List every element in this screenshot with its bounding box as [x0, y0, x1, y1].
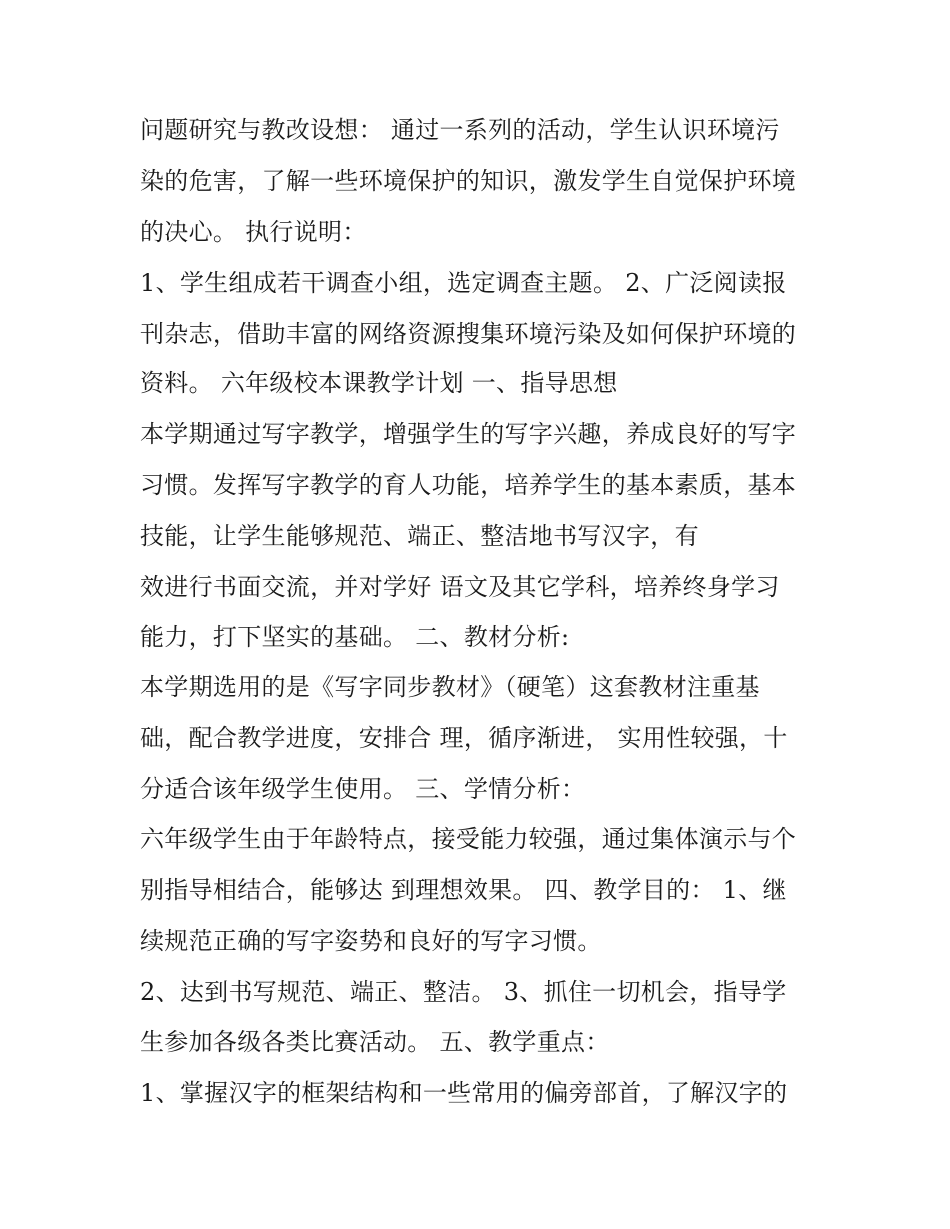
text-line: 分适合该年级学生使用。 三、学情分析：	[140, 775, 586, 803]
text-line: 习惯。发挥写字教学的育人功能，培养学生的基本素质，基本	[140, 471, 797, 499]
text-line: 1、学生组成若干调查小组，选定调查主题。 2、广泛阅读报	[140, 269, 787, 297]
text-line: 础，配合教学进度，安排合 理，循序渐进， 实用性较强，十	[140, 724, 788, 752]
text-line: 效进行书面交流，并对学好 语文及其它学科，培养终身学习	[140, 573, 780, 601]
text-line: 2、达到书写规范、端正、整洁。 3、抓住一切机会，指导学	[140, 978, 787, 1006]
text-line: 资料。 六年级校本课教学计划 一、指导思想	[140, 369, 618, 397]
text-line: 本学期通过写字教学，增强学生的写字兴趣，养成良好的写字	[140, 420, 797, 448]
text-line: 问题研究与教改设想： 通过一系列的活动，学生认识环境污	[140, 116, 780, 144]
text-line: 六年级学生由于年龄特点，接受能力较强，通过集体演示与个	[140, 825, 797, 853]
text-line: 续规范正确的写字姿势和良好的写字习惯。	[140, 927, 602, 955]
text-line: 本学期选用的是《写字同步教材》（硬笔）这套教材注重基	[140, 673, 760, 701]
text-line: 刊杂志，借助丰富的网络资源搜集环境污染及如何保护环境的	[140, 320, 797, 348]
text-line: 生参加各级各类比赛活动。 五、教学重点：	[140, 1028, 610, 1056]
text-line: 的决心。 执行说明：	[140, 218, 367, 246]
text-line: 别指导相结合，能够达 到理想效果。 四、教学目的： 1、继	[140, 876, 787, 904]
text-line: 染的危害，了解一些环境保护的知识，激发学生自觉保护环境	[140, 167, 797, 195]
text-line: 1、掌握汉字的框架结构和一些常用的偏旁部首，了解汉字的	[140, 1079, 788, 1107]
text-line: 能力，打下坚实的基础。 二、教材分析:	[140, 623, 570, 651]
text-line: 技能，让学生能够规范、端正、整洁地书写汉字，有	[140, 522, 699, 550]
